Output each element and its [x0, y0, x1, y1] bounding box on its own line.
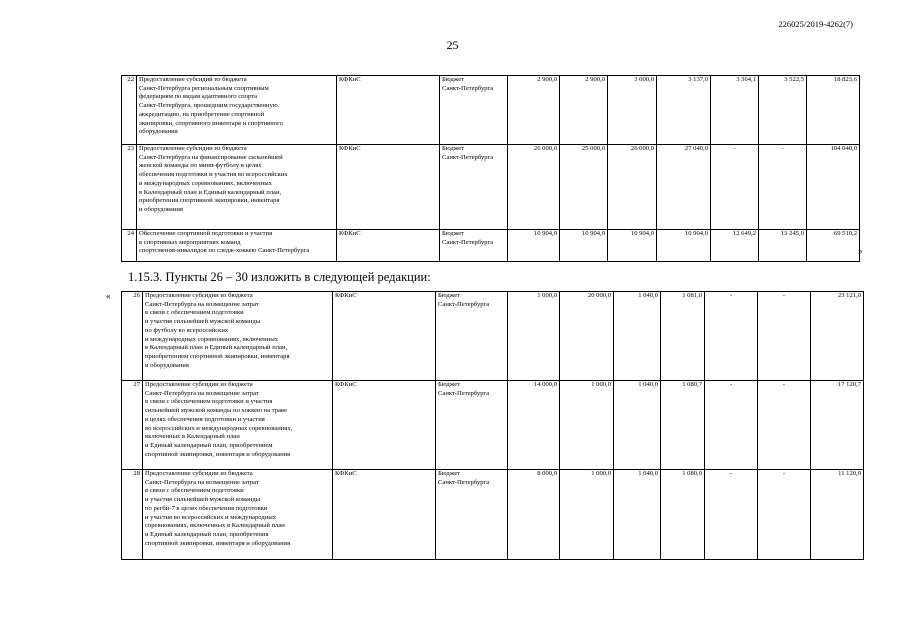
table-row — [122, 76, 860, 145]
program-table-top — [121, 75, 860, 262]
funding-source: Бюджет Санкт-Петербурга — [436, 381, 508, 470]
value-year-6: 13 245,0 — [759, 230, 807, 262]
executor: КФКиС — [333, 470, 436, 560]
measure-description: Предоставление субсидии из бюджета Санкт-Петербурга на финансирование сильнейшей женской команды по мини-футболу в целях обеспечения подготовки и участия во всероссийских и международных соревнованиях, включенных в Календарный план и Единый календарный план, приобретения спортивной экипировки, инвентаря и оборудования — [137, 145, 337, 230]
value-year-5: - — [705, 470, 758, 560]
executor: КФКиС — [333, 381, 436, 470]
value-total: 11 120,0 — [811, 470, 864, 560]
program-table-bottom — [121, 291, 864, 560]
value-year-4: 27 040,0 — [657, 145, 711, 230]
value-year-4: 1 080,7 — [661, 381, 705, 470]
executor: КФКиС — [337, 76, 440, 145]
measure-description: Предоставление субсидии из бюджета Санкт-Петербурга на возмещение затрат в связи с обеспечением подготовки и участия сильнейшей мужской команды по регби-7 в целях обеспечения подготовки и участия во всероссийских и международных соревнованиях, включенных в Календарный план и Единый календарный план, приобретения спортивной экипировки, инвентаря и оборудования — [143, 470, 333, 560]
value-year-6: - — [758, 292, 811, 381]
value-year-1: 1 000,0 — [508, 292, 560, 381]
value-year-3: 26 000,0 — [608, 145, 657, 230]
value-year-4: 1 081,0 — [661, 292, 705, 381]
value-year-3: 1 040,0 — [614, 381, 661, 470]
funding-source: Бюджет Санкт-Петербурга — [436, 292, 508, 381]
row-number: 28 — [122, 470, 143, 560]
executor: КФКиС — [333, 292, 436, 381]
opening-quote: « — [106, 291, 111, 301]
row-number: 22 — [122, 76, 137, 145]
value-year-1: 10 904,0 — [508, 230, 560, 262]
measure-description: Предоставление субсидии из бюджета Санкт-Петербурга на возмещение затрат в связи с обеспечением подготовки и участия сильнейшей мужской команды по хоккею на траве в целях обеспечения подготовки и участия во всероссийских и международных соревнованиях, включенных в Календарный план и Единый календарный план, приобретением спортивной экипировки, инвентаря и оборудования — [143, 381, 333, 470]
value-year-1: 8 000,0 — [508, 470, 560, 560]
value-year-2: 1 000,0 — [560, 470, 614, 560]
value-year-6: 3 522,5 — [759, 76, 807, 145]
funding-source: Бюджет Санкт-Петербурга — [440, 230, 508, 262]
table-top-body — [122, 76, 860, 262]
document-number: 226025/2019-4262(7) — [778, 19, 853, 29]
row-number: 27 — [122, 381, 143, 470]
value-year-1: 14 000,0 — [508, 381, 560, 470]
value-year-3: 1 040,0 — [614, 292, 661, 381]
value-year-6: - — [758, 470, 811, 560]
measure-description: Обеспечение спортивной подготовки и участия в спортивных мероприятиях команд спортсменов-инвалидов по следж-хоккею Санкт-Петербурга — [137, 230, 337, 262]
value-total: 23 121,0 — [811, 292, 864, 381]
table-row — [122, 230, 860, 262]
executor: КФКиС — [337, 230, 440, 262]
value-year-6: - — [759, 145, 807, 230]
table-row — [122, 292, 864, 381]
value-year-5: - — [705, 381, 758, 470]
table-bottom-body — [122, 292, 864, 560]
executor: КФКиС — [337, 145, 440, 230]
row-number: 24 — [122, 230, 137, 262]
row-number: 23 — [122, 145, 137, 230]
funding-source: Бюджет Санкт-Петербурга — [440, 76, 508, 145]
value-year-3: 10 904,0 — [608, 230, 657, 262]
value-year-2: 25 000,0 — [560, 145, 608, 230]
value-total: 69 510,2 — [807, 230, 860, 262]
value-year-4: 3 137,0 — [657, 76, 711, 145]
value-year-5: 12 649,2 — [711, 230, 759, 262]
value-total: 104 040,0 — [807, 145, 860, 230]
table-row — [122, 381, 864, 470]
value-year-5: 3 364,1 — [711, 76, 759, 145]
value-year-2: 1 000,0 — [560, 381, 614, 470]
value-total: 17 120,7 — [811, 381, 864, 470]
table-row — [122, 470, 864, 560]
value-year-2: 20 000,0 — [560, 292, 614, 381]
row-number: 26 — [122, 292, 143, 381]
table-row — [122, 145, 860, 230]
value-total: 18 823,6 — [807, 76, 860, 145]
value-year-2: 2 900,0 — [560, 76, 608, 145]
measure-description: Предоставление субсидии из бюджета Санкт-Петербурга на возмещение затрат в связи с обеспечением подготовки и участия сильнейшей мужской команды по футболу во всероссийских и международных соревнованиях, включенных в Календарный план и Единый календарный план, приобретением спортивной экипировки, инвентаря и оборудования — [143, 292, 333, 381]
funding-source: Бюджет Санкт-Петербурга — [440, 145, 508, 230]
value-year-5: - — [705, 292, 758, 381]
value-year-4: 1 080,0 — [661, 470, 705, 560]
value-year-3: 3 000,0 — [608, 76, 657, 145]
value-year-6: - — [758, 381, 811, 470]
value-year-5: - — [711, 145, 759, 230]
funding-source: Бюджет Санкт-Петербурга — [436, 470, 508, 560]
value-year-1: 2 900,0 — [508, 76, 560, 145]
closing-quote: » — [858, 246, 863, 256]
value-year-1: 26 000,0 — [508, 145, 560, 230]
value-year-3: 1 040,0 — [614, 470, 661, 560]
page-number: 25 — [446, 38, 459, 52]
section-heading: 1.15.3. Пункты 26 – 30 изложить в следующей редакции: — [128, 270, 431, 284]
value-year-2: 10 904,0 — [560, 230, 608, 262]
value-year-4: 10 904,0 — [657, 230, 711, 262]
measure-description: Предоставление субсидий из бюджета Санкт-Петербурга региональным спортивным федерациям по видам адаптивного спорта Санкт-Петербурга, прошедшим государственную аккредитацию, на приобретение спортивной экипировки, спортивного инвентаря и спортивного оборудования — [137, 76, 337, 145]
